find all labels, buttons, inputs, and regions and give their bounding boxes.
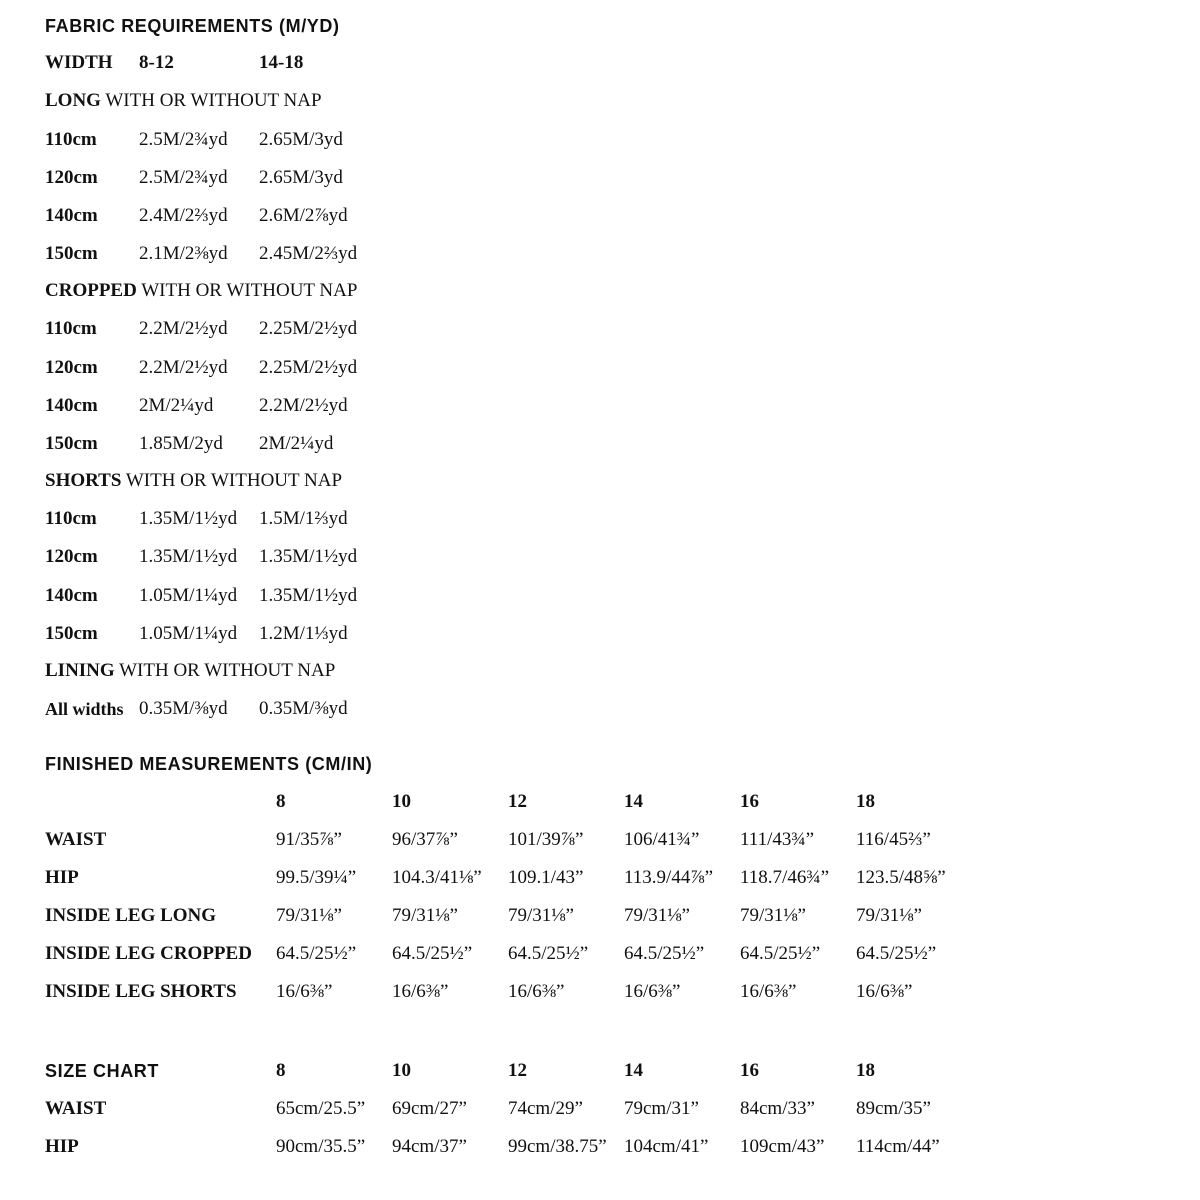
fabric-row [0,242,1200,276]
size-chart-value: 109cm/43” [740,1136,825,1157]
size-chart-value: 89cm/35” [856,1098,931,1119]
size-group-8-12: 8-12 [139,52,174,73]
fabric-row [0,584,1200,618]
section-nap: WITH OR WITHOUT NAP [119,660,336,681]
size-chart-row-hip [0,1135,1200,1169]
fabric-amount-8-12: 1.85M/2yd [139,433,223,454]
section-name: LINING [45,660,115,681]
measurement-value: 96/37⅞” [392,829,458,850]
finished-row-inside-leg-cropped [0,942,1200,976]
fabric-width: 150cm [45,243,98,264]
fabric-width: 150cm [45,433,98,454]
measurement-value: 79/31⅛” [624,905,690,926]
measurement-value: 79/31⅛” [508,905,574,926]
measurement-value: 16/6⅜” [740,981,797,1002]
fabric-amount-8-12: 2.4M/2⅔yd [139,205,228,226]
size-chart-value: 79cm/31” [624,1098,699,1119]
size-header: 12 [508,791,527,812]
fabric-width: 120cm [45,167,98,188]
size-chart-title: SIZE CHART [45,1061,159,1081]
measurement-value: 16/6⅜” [624,981,681,1002]
measurement-value: 91/35⅞” [276,829,342,850]
measurement-value: 64.5/25½” [508,943,589,964]
measurement-value: 64.5/25½” [392,943,473,964]
size-header: 16 [740,791,759,812]
fabric-amount-8-12: 1.35M/1½yd [139,546,238,567]
measurement-value: 116/45⅔” [856,829,931,850]
size-header: 10 [392,1060,411,1081]
fabric-width: 150cm [45,623,98,644]
fabric-row [0,128,1200,162]
measurement-value: 64.5/25½” [276,943,357,964]
fabric-amount-8-12: 2.2M/2½yd [139,357,228,378]
fabric-row [0,545,1200,579]
measurement-value: 79/31⅛” [740,905,806,926]
fabric-amount-14-18: 0.35M/⅜yd [259,698,348,719]
measurement-value: 118.7/46¾” [740,867,830,888]
measurement-value: 123.5/48⅝” [856,867,946,888]
fabric-amount-8-12: 2.5M/2¾yd [139,167,228,188]
width-label: WIDTH [45,52,113,73]
fabric-amount-14-18: 2.25M/2½yd [259,318,358,339]
section-header-cropped [0,279,1200,313]
fabric-row [0,166,1200,200]
size-chart-value: 84cm/33” [740,1098,815,1119]
section-nap: WITH OR WITHOUT NAP [105,90,322,111]
measurement-value: 16/6⅜” [508,981,565,1002]
fabric-width: 140cm [45,205,98,226]
measurement-value: 109.1/43” [508,867,584,888]
fabric-amount-8-12: 1.05M/1¼yd [139,623,238,644]
measurement-label: INSIDE LEG CROPPED [45,943,252,964]
measurement-value: 106/41¾” [624,829,700,850]
size-header: 8 [276,1060,286,1081]
size-chart-value: 114cm/44” [856,1136,940,1157]
measurement-value: 79/31⅛” [276,905,342,926]
fabric-width: 140cm [45,395,98,416]
size-chart-value: 99cm/38.75” [508,1136,607,1157]
fabric-amount-14-18: 2.6M/2⅞yd [259,205,348,226]
fabric-width: All widths [45,699,124,719]
size-chart-header-row [0,1059,1200,1093]
fabric-width: 120cm [45,546,98,567]
measurement-label: HIP [45,867,79,888]
measurement-value: 99.5/39¼” [276,867,357,888]
fabric-width: 140cm [45,585,98,606]
measurement-value: 79/31⅛” [392,905,458,926]
fabric-amount-8-12: 2.5M/2¾yd [139,129,228,150]
fabric-row [0,622,1200,656]
size-header: 18 [856,791,875,812]
fabric-amount-14-18: 2M/2¼yd [259,433,334,454]
section-nap: WITH OR WITHOUT NAP [141,280,358,301]
fabric-requirements-title: FABRIC REQUIREMENTS (M/YD) [45,16,340,36]
fabric-amount-8-12: 2.1M/2⅜yd [139,243,228,264]
fabric-amount-8-12: 2.2M/2½yd [139,318,228,339]
finished-row-inside-leg-long [0,904,1200,938]
finished-row-waist [0,828,1200,862]
measurement-value: 111/43¾” [740,829,815,850]
measurement-value: 64.5/25½” [856,943,937,964]
size-chart-value: 94cm/37” [392,1136,467,1157]
size-header: 8 [276,791,286,812]
fabric-amount-8-12: 0.35M/⅜yd [139,698,228,719]
fabric-amount-14-18: 2.25M/2½yd [259,357,358,378]
fabric-amount-14-18: 1.5M/1⅔yd [259,508,348,529]
fabric-row [0,507,1200,541]
size-chart-value: 69cm/27” [392,1098,467,1119]
fabric-row [0,394,1200,428]
measurement-value: 64.5/25½” [740,943,821,964]
size-chart-label: WAIST [45,1098,107,1119]
fabric-row [0,204,1200,238]
fabric-amount-14-18: 2.45M/2⅔yd [259,243,358,264]
measurement-value: 79/31⅛” [856,905,922,926]
section-header-long [0,89,1200,123]
fabric-amount-14-18: 1.2M/1⅓yd [259,623,348,644]
fabric-amount-14-18: 2.65M/3yd [259,167,343,188]
fabric-row [0,697,1200,731]
fabric-amount-8-12: 1.35M/1½yd [139,508,238,529]
size-header: 10 [392,791,411,812]
size-chart-value: 90cm/35.5” [276,1136,366,1157]
fabric-amount-14-18: 1.35M/1½yd [259,585,358,606]
fabric-width: 110cm [45,318,97,339]
measurement-value: 113.9/44⅞” [624,867,714,888]
size-chart-value: 74cm/29” [508,1098,583,1119]
fabric-width: 110cm [45,508,97,529]
size-group-14-18: 14-18 [259,52,304,73]
size-chart-value: 65cm/25.5” [276,1098,366,1119]
size-header: 16 [740,1060,759,1081]
measurement-value: 104.3/41⅛” [392,867,482,888]
measurement-value: 16/6⅜” [276,981,333,1002]
measurement-label: WAIST [45,829,107,850]
measurement-value: 64.5/25½” [624,943,705,964]
measurement-label: INSIDE LEG SHORTS [45,981,237,1002]
size-header: 18 [856,1060,875,1081]
section-nap: WITH OR WITHOUT NAP [125,470,343,491]
fabric-amount-8-12: 1.05M/1¼yd [139,585,238,606]
fabric-row [0,432,1200,466]
measurement-value: 101/39⅞” [508,829,584,850]
fabric-amount-14-18: 1.35M/1½yd [259,546,358,567]
size-header: 12 [508,1060,527,1081]
width-header-row [0,51,1200,85]
size-chart-label: HIP [45,1136,79,1157]
measurement-label: INSIDE LEG LONG [45,905,217,926]
measurement-value: 16/6⅜” [856,981,913,1002]
fabric-width: 120cm [45,357,98,378]
section-header-lining [0,659,1200,693]
fabric-row [0,317,1200,351]
size-header: 14 [624,791,643,812]
finished-row-inside-leg-shorts [0,980,1200,1014]
fabric-amount-14-18: 2.65M/3yd [259,129,343,150]
fabric-row [0,356,1200,390]
size-chart-row-waist [0,1097,1200,1131]
finished-size-header-row [0,790,1200,824]
size-header: 14 [624,1060,643,1081]
finished-measurements-title: FINISHED MEASUREMENTS (CM/IN) [45,754,373,774]
fabric-width: 110cm [45,129,97,150]
section-header-shorts [0,469,1200,503]
size-chart-value: 104cm/41” [624,1136,709,1157]
section-name: LONG [45,90,101,111]
fabric-amount-8-12: 2M/2¼yd [139,395,214,416]
section-name: SHORTS [45,470,122,491]
section-name: CROPPED [45,280,137,301]
measurement-value: 16/6⅜” [392,981,449,1002]
finished-row-hip [0,866,1200,900]
fabric-amount-14-18: 2.2M/2½yd [259,395,348,416]
